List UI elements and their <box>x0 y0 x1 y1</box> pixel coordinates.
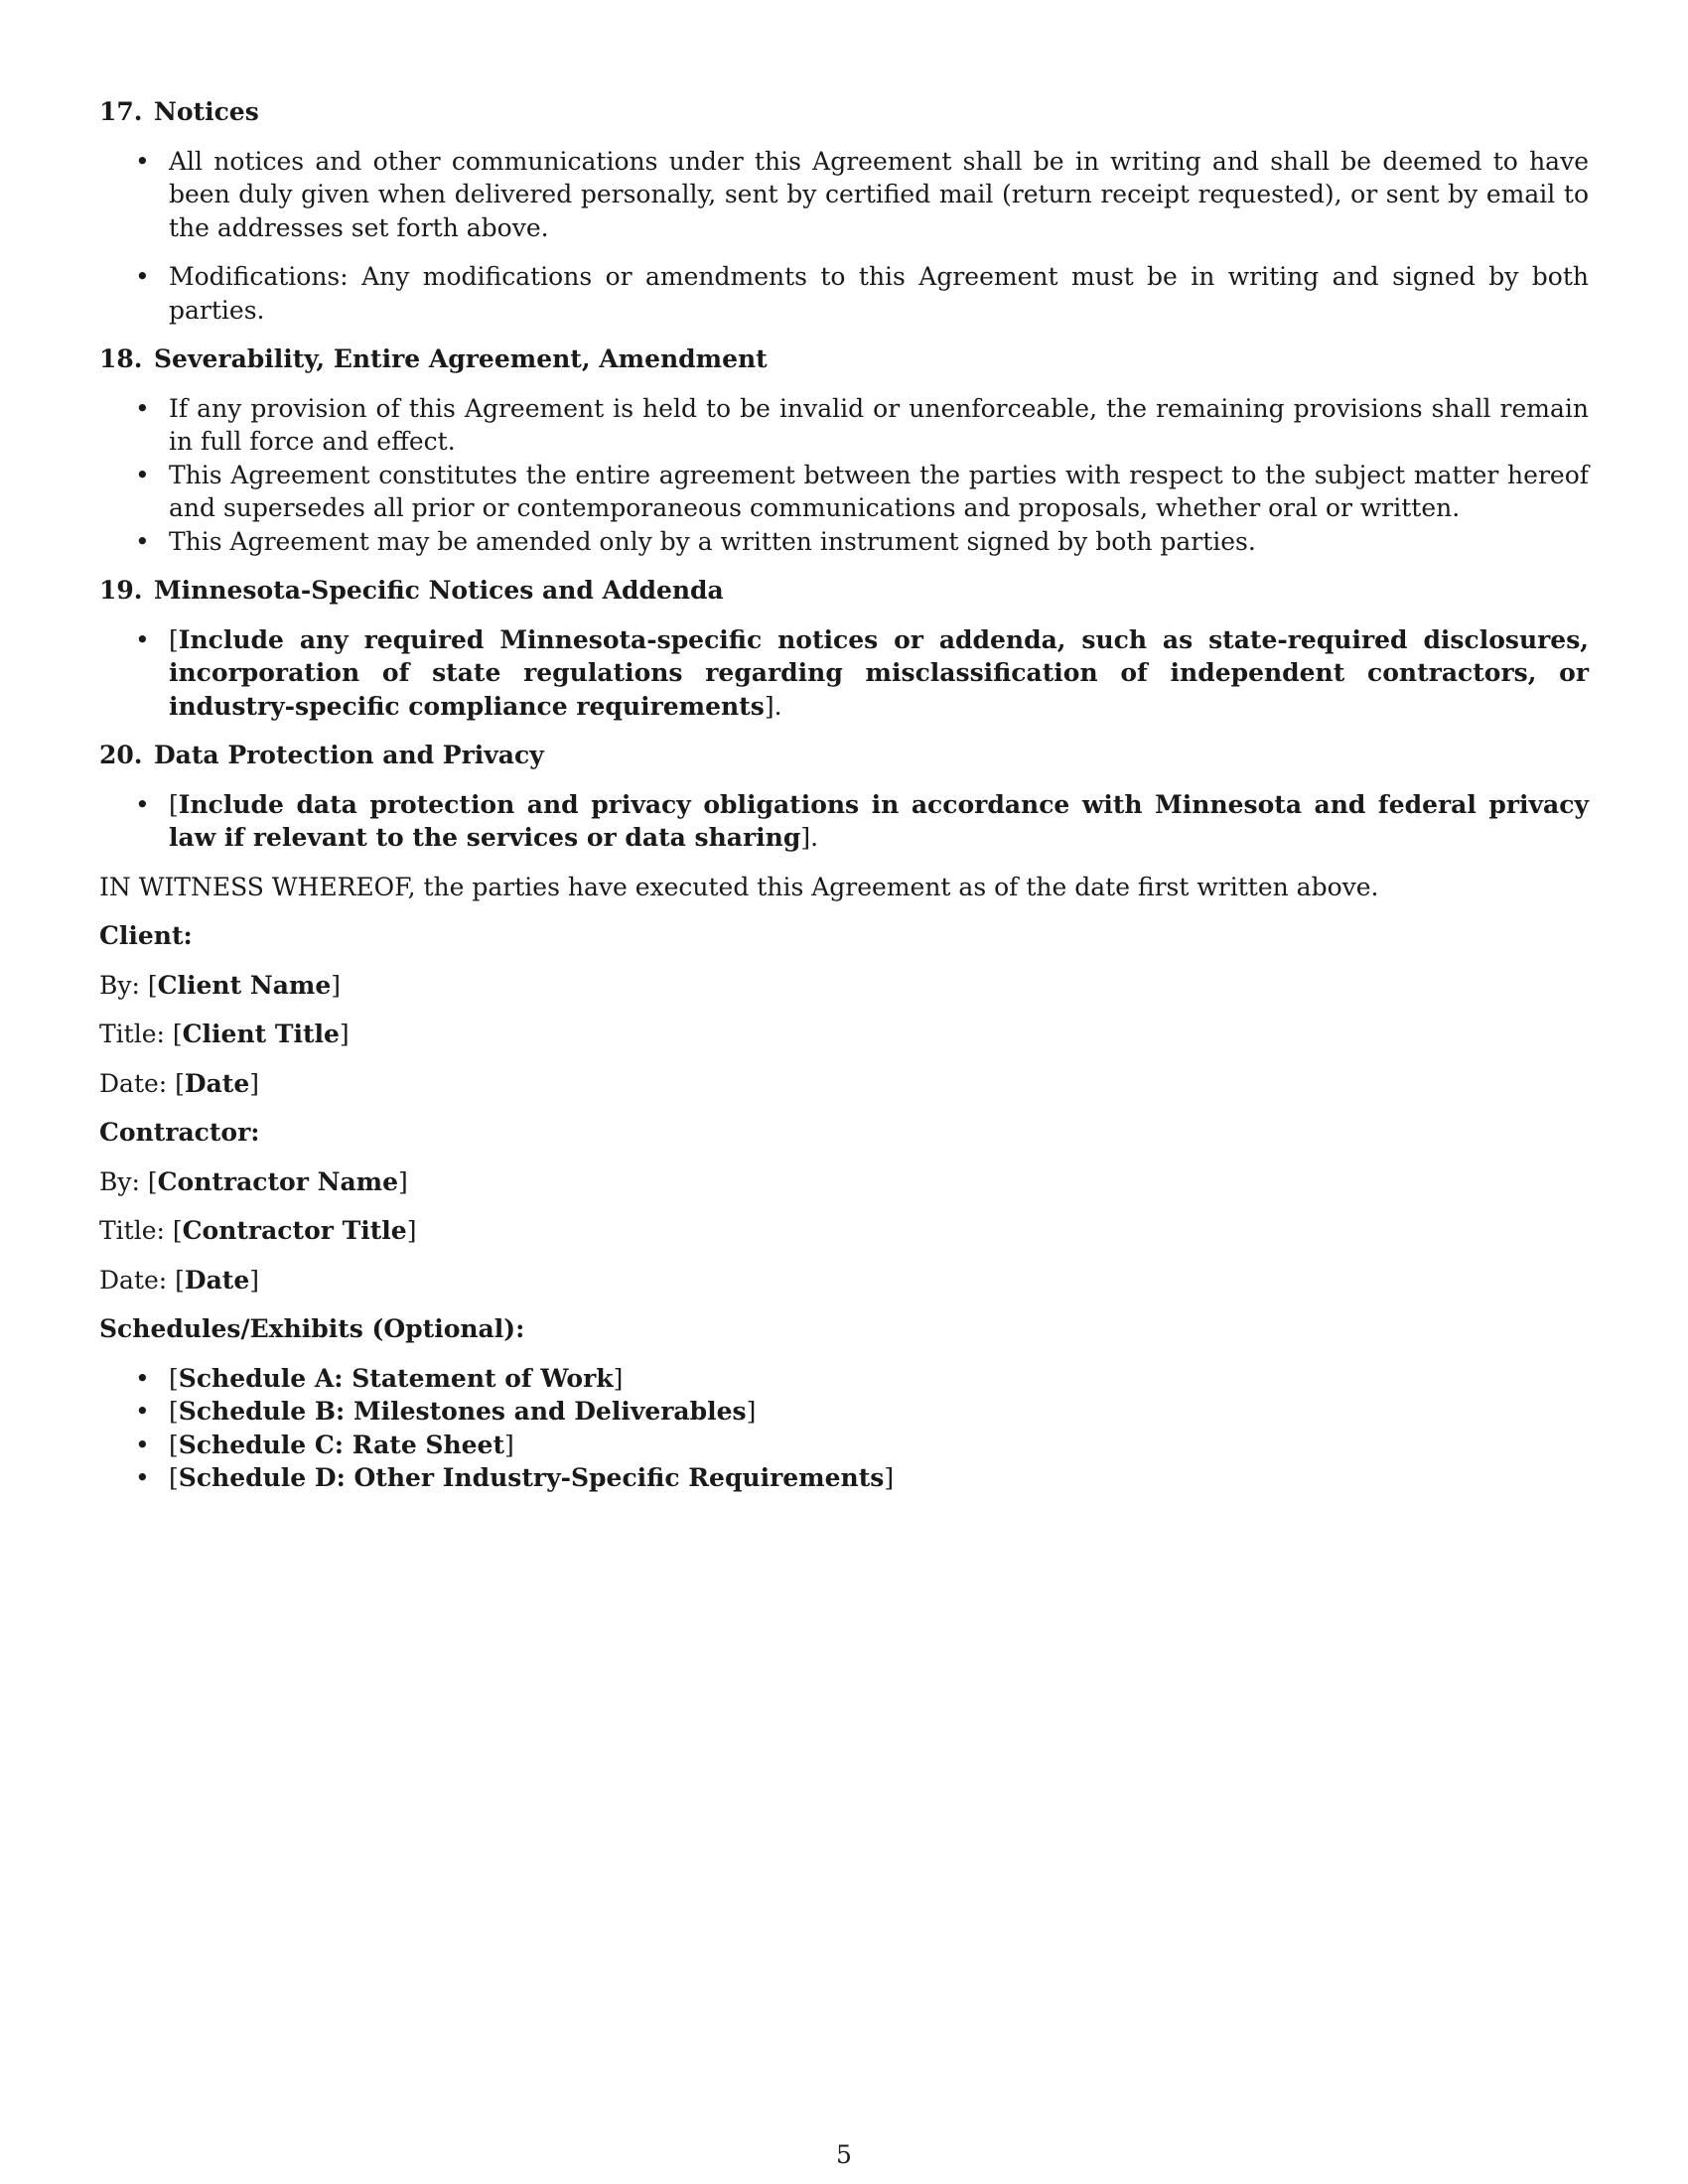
list-item: • [Schedule B: Milestones and Deliverables] <box>99 1395 1589 1429</box>
bracket-open: [ <box>169 789 179 819</box>
date-label: Date: <box>99 1265 168 1295</box>
schedules-list <box>99 1362 1589 1495</box>
contractor-date-placeholder: Date <box>184 1265 250 1295</box>
client-date-line: Date: [Date] <box>99 1068 260 1098</box>
schedules-heading: Schedules/Exhibits (Optional): <box>99 1314 525 1343</box>
document-page <box>99 95 1589 1511</box>
data-protection-list <box>99 788 1589 855</box>
title-label: Title: <box>99 1020 165 1048</box>
by-label: By: <box>99 970 140 1000</box>
section-number: 19. <box>99 576 143 605</box>
client-by-line: By: [Client Name] <box>99 970 342 1000</box>
section-number: 17. <box>99 97 143 126</box>
list-item: • [Schedule A: Statement of Work] <box>99 1362 1589 1396</box>
schedule-b: Schedule B: Milestones and Deliverables <box>178 1397 747 1426</box>
schedule-a: Schedule A: Statement of Work <box>178 1363 614 1393</box>
severability-list <box>99 392 1589 559</box>
contractor-name-placeholder: Contractor Name <box>157 1166 399 1196</box>
list-item: • [Schedule D: Other Industry-Specific Requirements] <box>99 1461 1589 1495</box>
contractor-heading: Contractor: <box>99 1118 260 1147</box>
bracket-close: ]. <box>764 691 782 721</box>
section-title: Notices <box>154 97 259 126</box>
placeholder-text: Include any required Minnesota-specific notices or addenda, such as state-required disclosures, incorporation of state regulations regarding misclassification of independent contractors, or industry-specific compliance requirements <box>169 624 1589 721</box>
section-title: Minnesota-Specific Notices and Addenda <box>154 576 724 605</box>
page-number: 5 <box>836 2140 852 2169</box>
section-heading-minnesota-notices <box>99 574 1589 608</box>
section-heading-notices <box>99 95 1589 129</box>
minnesota-notices-list <box>99 623 1589 724</box>
list-item <box>99 623 1589 724</box>
list-item: • Modifications: Any modifications or amendments to this Agreement must be in writing and signed by both parties. <box>99 260 1589 327</box>
list-item <box>99 788 1589 855</box>
by-label: By: <box>99 1166 140 1196</box>
placeholder-text: Include data protection and privacy obligations in accordance with Minnesota and federal privacy law if relevant to the services or data sharing <box>169 789 1589 852</box>
schedule-d: Schedule D: Other Industry-Specific Requirements <box>178 1463 885 1492</box>
schedule-c: Schedule C: Rate Sheet <box>178 1430 505 1459</box>
section-title: Severability, Entire Agreement, Amendment <box>154 344 768 373</box>
list-item: • [Schedule C: Rate Sheet] <box>99 1429 1589 1462</box>
section-number: 20. <box>99 741 143 769</box>
bracket-close: ]. <box>800 823 819 852</box>
list-item: • This Agreement may be amended only by a written instrument signed by both parties. <box>99 525 1589 559</box>
contractor-by-line: By: [Contractor Name] <box>99 1166 408 1196</box>
list-item: • If any provision of this Agreement is held to be invalid or unenforceable, the remaining provisions shall remain in full force and effect. <box>99 392 1589 459</box>
witness-statement: IN WITNESS WHEREOF, the parties have executed this Agreement as of the date first written above. <box>99 872 1379 901</box>
contractor-title-placeholder: Contractor Title <box>182 1216 407 1245</box>
client-title-line: Title: [Client Title] <box>99 1020 350 1048</box>
section-title: Data Protection and Privacy <box>154 741 544 769</box>
notices-list <box>99 145 1589 328</box>
client-title-placeholder: Client Title <box>182 1020 340 1048</box>
date-label: Date: <box>99 1068 168 1098</box>
client-name-placeholder: Client Name <box>157 970 332 1000</box>
list-item: • This Agreement constitutes the entire agreement between the parties with respect to the subject matter hereof and supersedes all prior or contemporaneous communications and proposals, whether oral or written. <box>99 459 1589 525</box>
section-number: 18. <box>99 344 143 373</box>
bracket-open: [ <box>169 624 179 654</box>
client-date-placeholder: Date <box>184 1068 250 1098</box>
section-heading-severability <box>99 342 1589 376</box>
contractor-date-line: Date: [Date] <box>99 1265 260 1295</box>
client-heading: Client: <box>99 921 193 950</box>
contractor-title-line: Title: [Contractor Title] <box>99 1216 417 1245</box>
title-label: Title: <box>99 1216 165 1245</box>
list-item: • All notices and other communications under this Agreement shall be in writing and shall be deemed to have been duly given when delivered personally, sent by certified mail (return receipt requested), or sent by email to the addresses set forth above. <box>99 145 1589 245</box>
section-heading-data-protection <box>99 739 1589 772</box>
